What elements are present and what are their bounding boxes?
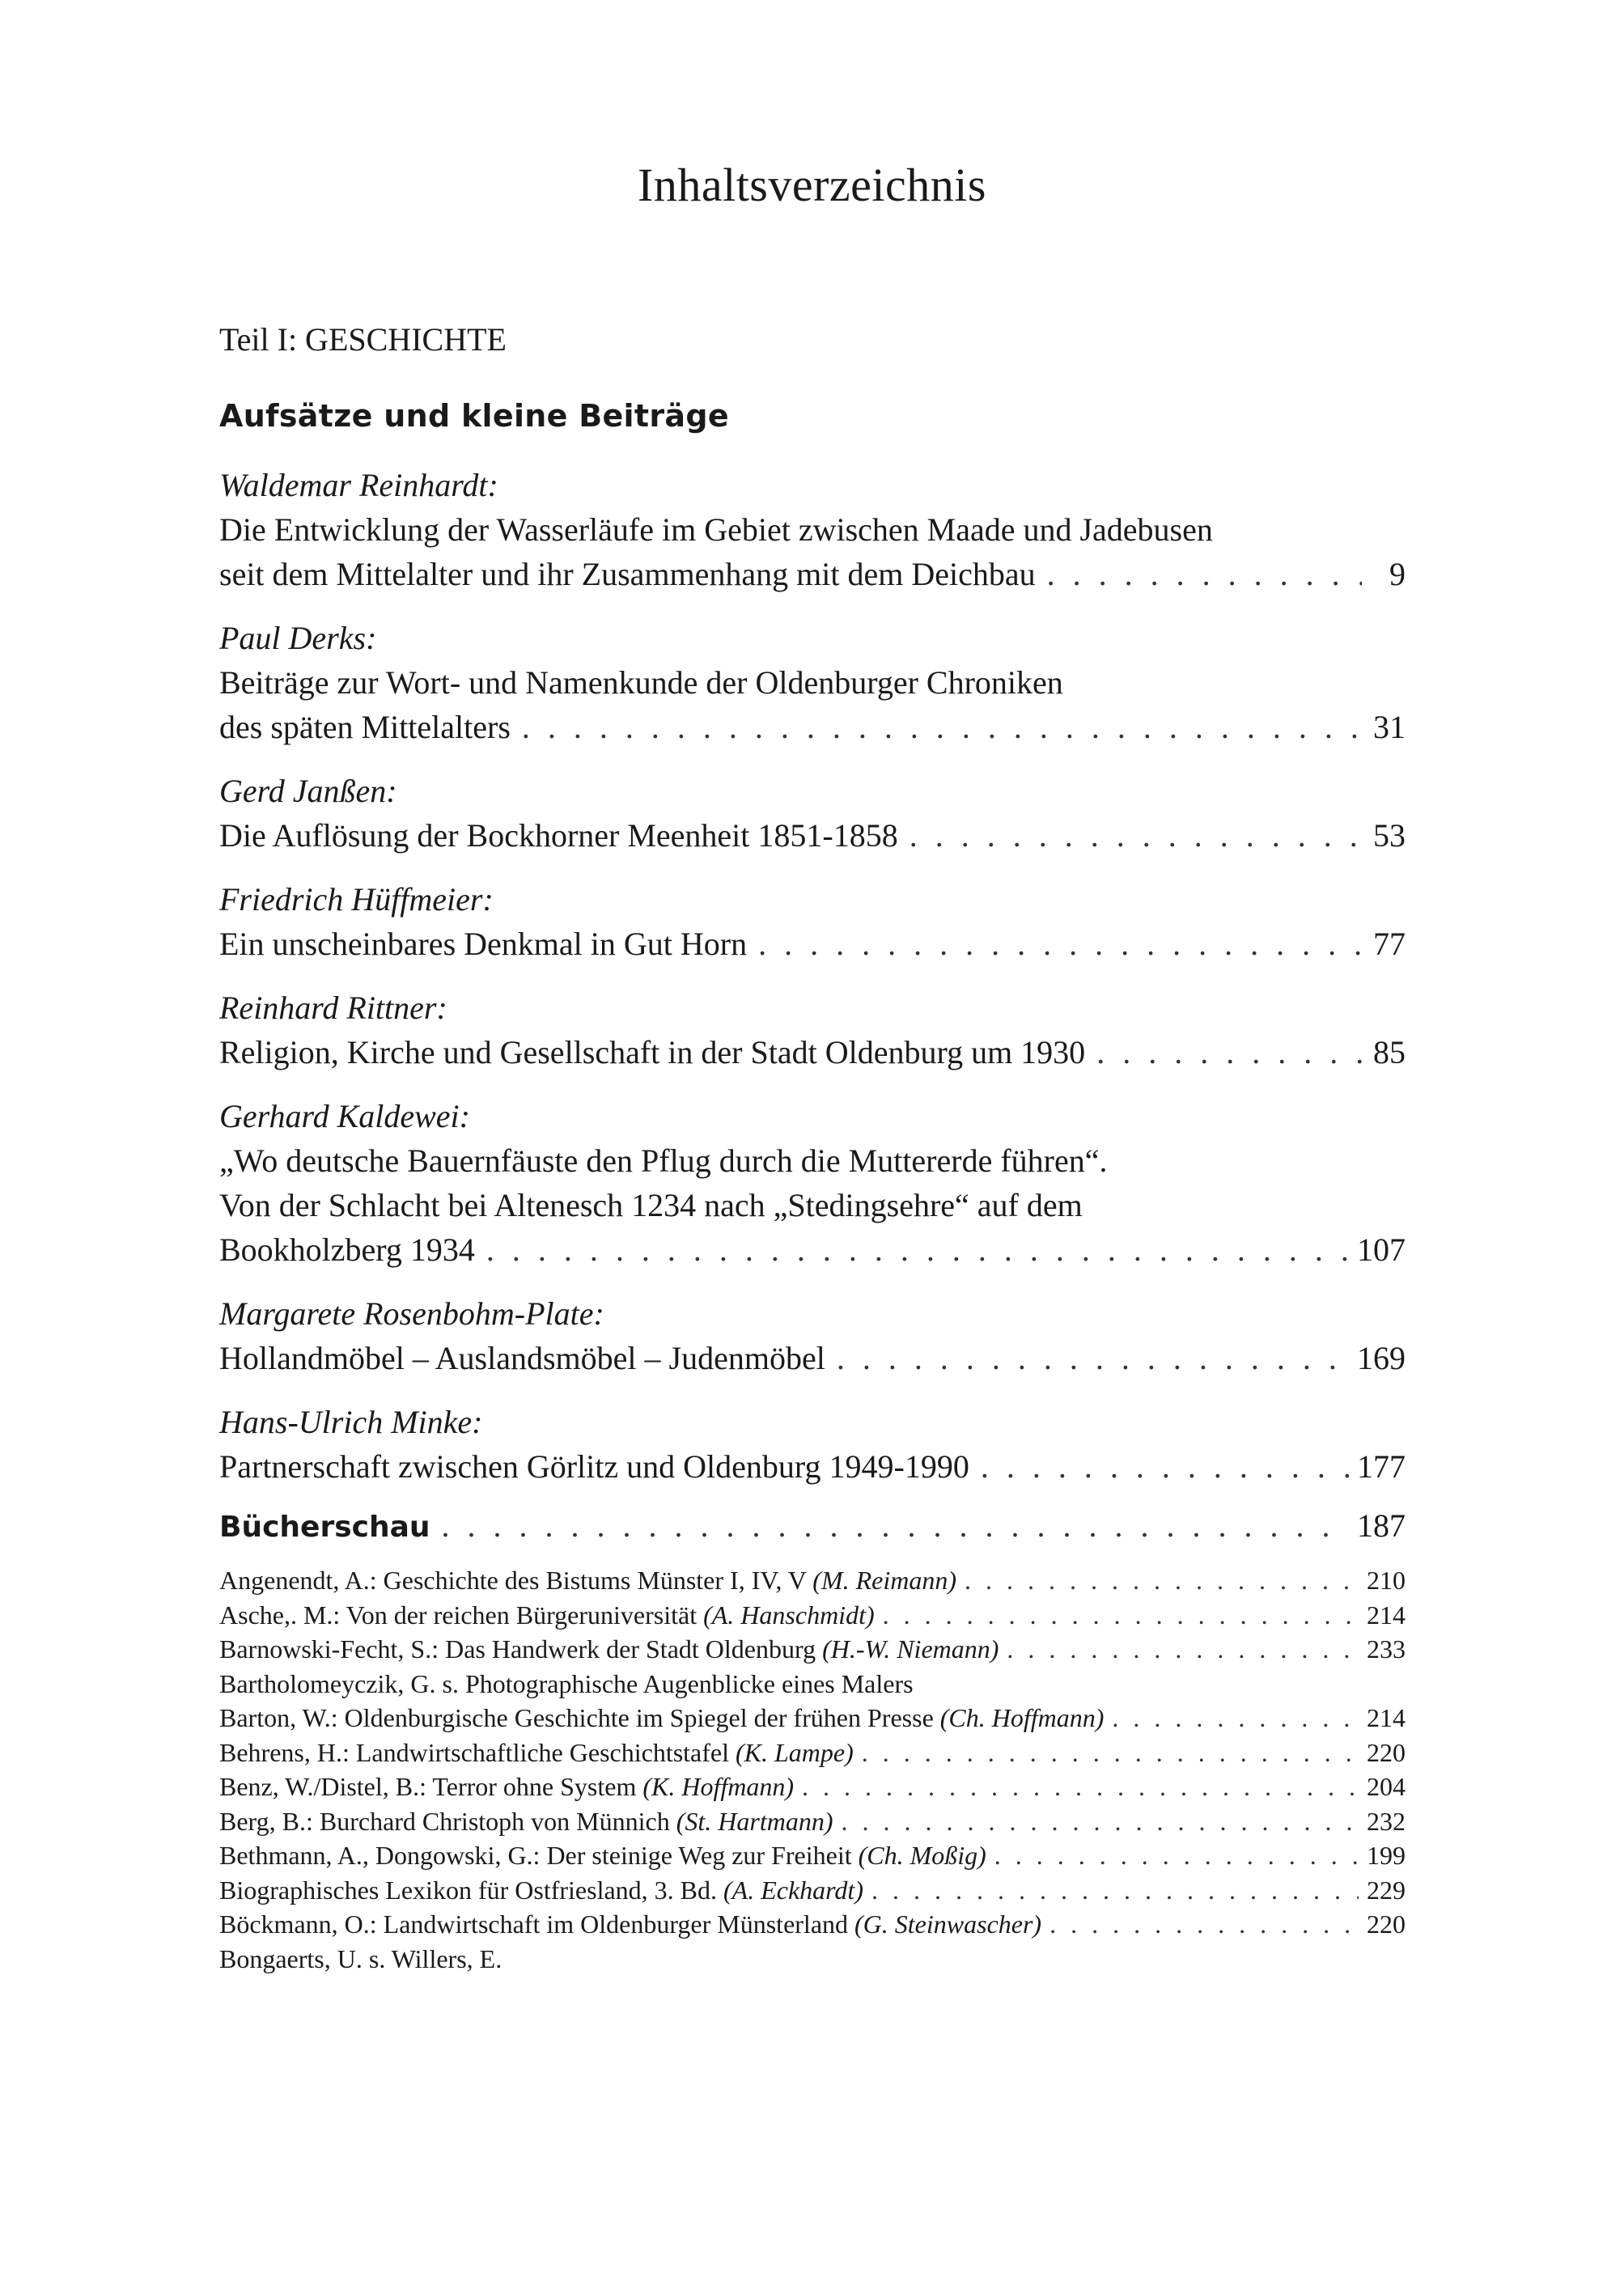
review-reviewer: (H.-W. Niemann) xyxy=(822,1634,999,1664)
dot-leader xyxy=(994,1838,1359,1873)
review-reviewer: (G. Steinwascher) xyxy=(854,1909,1042,1939)
article-list xyxy=(219,463,1406,1508)
review-page-number: 232 xyxy=(1367,1806,1406,1836)
toc-entry xyxy=(219,985,1406,1074)
dot-leader xyxy=(965,1563,1359,1598)
review-page-number: 210 xyxy=(1367,1566,1406,1595)
entry-page-number: 77 xyxy=(1373,926,1406,962)
dot-leader xyxy=(910,813,1362,858)
page-title: Inhaltsverzeichnis xyxy=(638,159,986,211)
dot-leader xyxy=(981,1444,1349,1489)
dot-leader xyxy=(841,1804,1359,1839)
review-title xyxy=(219,1563,956,1598)
entry-author: Paul Derks: xyxy=(219,620,377,656)
entry-title-last-line xyxy=(219,1030,1406,1074)
dot-leader xyxy=(871,1873,1359,1908)
entry-title-text: Bookholzberg 1934 xyxy=(219,1231,475,1268)
dot-leader xyxy=(1007,1632,1359,1667)
entry-author: Hans-Ulrich Minke: xyxy=(219,1404,483,1440)
review-item xyxy=(219,1563,1406,1598)
entry-page-number: 53 xyxy=(1373,817,1406,854)
dot-leader xyxy=(442,1503,1349,1548)
dot-leader xyxy=(758,922,1362,966)
review-reviewer: (St. Hartmann) xyxy=(676,1806,833,1836)
review-title xyxy=(219,1770,794,1804)
entry-title-text: Partnerschaft zwischen Görlitz und Oldenburg 1949-1990 xyxy=(219,1448,969,1485)
review-title xyxy=(219,1667,914,1702)
toc-entry xyxy=(219,877,1406,966)
entry-author: Gerhard Kaldewei: xyxy=(219,1098,470,1134)
dot-leader xyxy=(1047,552,1362,596)
review-book: Böckmann, O.: Landwirtschaft im Oldenburger Münsterland xyxy=(219,1909,849,1939)
toc-entry xyxy=(219,616,1406,749)
review-page-number: 233 xyxy=(1367,1634,1406,1664)
review-item xyxy=(219,1598,1406,1633)
review-title xyxy=(219,1701,1104,1736)
review-page-number: 214 xyxy=(1367,1703,1406,1732)
review-title xyxy=(219,1838,986,1873)
review-title xyxy=(219,1804,833,1839)
dot-leader xyxy=(862,1736,1359,1770)
entry-page-number: 9 xyxy=(1389,556,1406,592)
review-page-number: 204 xyxy=(1367,1772,1406,1801)
review-item xyxy=(219,1873,1406,1908)
entry-title-text: Religion, Kirche und Gesellschaft in der Stadt Oldenburg um 1930 xyxy=(219,1034,1086,1070)
entry-title-last-line xyxy=(219,1336,1406,1380)
review-book: Asche,. M.: Von der reichen Bürgeruniversität xyxy=(219,1600,698,1630)
review-book: Bethmann, A., Dongowski, G.: Der steinige Weg zur Freiheit xyxy=(219,1841,852,1870)
review-reviewer: (A. Eckhardt) xyxy=(723,1875,863,1905)
entry-title-last-line xyxy=(219,1444,1406,1489)
review-page-number: 220 xyxy=(1367,1737,1406,1767)
entry-title-text: Ein unscheinbares Denkmal in Gut Horn xyxy=(219,926,748,962)
dot-leader xyxy=(1112,1701,1359,1736)
review-book: Angenendt, A.: Geschichte des Bistums Münster I, IV, V xyxy=(219,1566,807,1595)
review-title xyxy=(219,1942,502,1977)
review-item xyxy=(219,1907,1406,1942)
review-book: Barton, W.: Oldenburgische Geschichte im Spiegel der frühen Presse xyxy=(219,1703,934,1732)
book-review-page: 187 xyxy=(1357,1507,1406,1544)
review-item xyxy=(219,1701,1406,1736)
review-title xyxy=(219,1598,875,1633)
dot-leader xyxy=(1049,1907,1359,1942)
entry-title-last-line xyxy=(219,1227,1406,1272)
entry-page-number: 85 xyxy=(1373,1034,1406,1070)
entry-author: Friedrich Hüffmeier: xyxy=(219,881,494,918)
review-item xyxy=(219,1942,1406,1977)
review-book: Barnowski-Fecht, S.: Das Handwerk der Stadt Oldenburg xyxy=(219,1634,816,1664)
entry-title-line: Von der Schlacht bei Altenesch 1234 nach „Stedingsehre“ auf dem xyxy=(219,1187,1083,1223)
dot-leader xyxy=(883,1598,1359,1633)
review-book: Bartholomeyczik, G. s. Photographische Augenblicke eines Malers xyxy=(219,1668,914,1698)
review-page-number: 229 xyxy=(1367,1875,1406,1905)
review-title xyxy=(219,1907,1041,1942)
entry-page-number: 169 xyxy=(1357,1340,1406,1376)
toc-entry xyxy=(219,769,1406,858)
entry-page-number: 177 xyxy=(1357,1448,1406,1485)
dot-leader xyxy=(802,1770,1359,1804)
toc-entry xyxy=(219,1291,1406,1380)
entry-author: Reinhard Rittner: xyxy=(219,990,447,1026)
review-item xyxy=(219,1736,1406,1770)
entry-author: Gerd Janßen: xyxy=(219,773,397,809)
entry-page-number: 107 xyxy=(1357,1231,1406,1268)
review-list xyxy=(219,1563,1406,1976)
review-page-number: 199 xyxy=(1367,1841,1406,1870)
review-reviewer: (Ch. Hoffmann) xyxy=(939,1703,1105,1732)
entry-title-text: seit dem Mittelalter und ihr Zusammenhang mit dem Deichbau xyxy=(219,556,1036,592)
entry-page-number: 31 xyxy=(1373,709,1406,745)
dot-leader xyxy=(1096,1030,1362,1074)
review-title xyxy=(219,1873,863,1908)
entry-author: Waldemar Reinhardt: xyxy=(219,467,498,503)
section-heading: Aufsätze und kleine Beiträge xyxy=(219,398,729,434)
review-title xyxy=(219,1632,999,1667)
entry-title-text: des späten Mittelalters xyxy=(219,709,511,745)
entry-title-text: Die Auflösung der Bockhorner Meenheit 1851-1858 xyxy=(219,817,898,854)
review-reviewer: (M. Reimann) xyxy=(812,1566,956,1595)
review-item xyxy=(219,1804,1406,1839)
dot-leader xyxy=(522,705,1362,749)
review-reviewer: (A. Hanschmidt) xyxy=(703,1600,875,1630)
entry-title-last-line xyxy=(219,922,1406,966)
review-item xyxy=(219,1770,1406,1804)
review-page-number: 220 xyxy=(1367,1909,1406,1939)
entry-title-last-line xyxy=(219,705,1406,749)
book-review-heading xyxy=(219,1503,1406,1549)
entry-title-text: Hollandmöbel – Auslandsmöbel – Judenmöbel xyxy=(219,1340,825,1376)
toc-entry xyxy=(219,1400,1406,1489)
review-reviewer: (Ch. Moßig) xyxy=(858,1841,986,1870)
review-page-number: 214 xyxy=(1367,1600,1406,1630)
dot-leader xyxy=(837,1336,1349,1380)
review-reviewer: (K. Hoffmann) xyxy=(642,1772,794,1801)
toc-entry xyxy=(219,1094,1406,1272)
entry-title-last-line xyxy=(219,813,1406,858)
review-book: Behrens, H.: Landwirtschaftliche Geschichtstafel xyxy=(219,1737,729,1767)
toc-entry xyxy=(219,463,1406,596)
review-book: Berg, B.: Burchard Christoph von Münnich xyxy=(219,1806,670,1836)
review-item xyxy=(219,1667,1406,1702)
book-review-label: Bücherschau xyxy=(219,1511,430,1544)
review-book: Biographisches Lexikon für Ostfriesland, 3. Bd. xyxy=(219,1875,717,1905)
review-item xyxy=(219,1632,1406,1667)
review-book: Benz, W./Distel, B.: Terror ohne System xyxy=(219,1772,637,1801)
review-item xyxy=(219,1838,1406,1873)
entry-title-last-line xyxy=(219,552,1406,596)
entry-title-line: „Wo deutsche Bauernfäuste den Pflug durch die Muttererde führen“. xyxy=(219,1142,1108,1179)
part-heading: Teil I: GESCHICHTE xyxy=(219,321,507,358)
review-title xyxy=(219,1736,854,1770)
entry-author: Margarete Rosenbohm-Plate: xyxy=(219,1295,604,1332)
entry-title-line: Beiträge zur Wort- und Namenkunde der Oldenburger Chroniken xyxy=(219,664,1063,701)
review-book: Bongaerts, U. s. Willers, E. xyxy=(219,1943,502,1973)
review-reviewer: (K. Lampe) xyxy=(736,1737,854,1767)
entry-title-line: Die Entwicklung der Wasserläufe im Gebiet zwischen Maade und Jadebusen xyxy=(219,511,1213,548)
dot-leader xyxy=(486,1227,1349,1272)
